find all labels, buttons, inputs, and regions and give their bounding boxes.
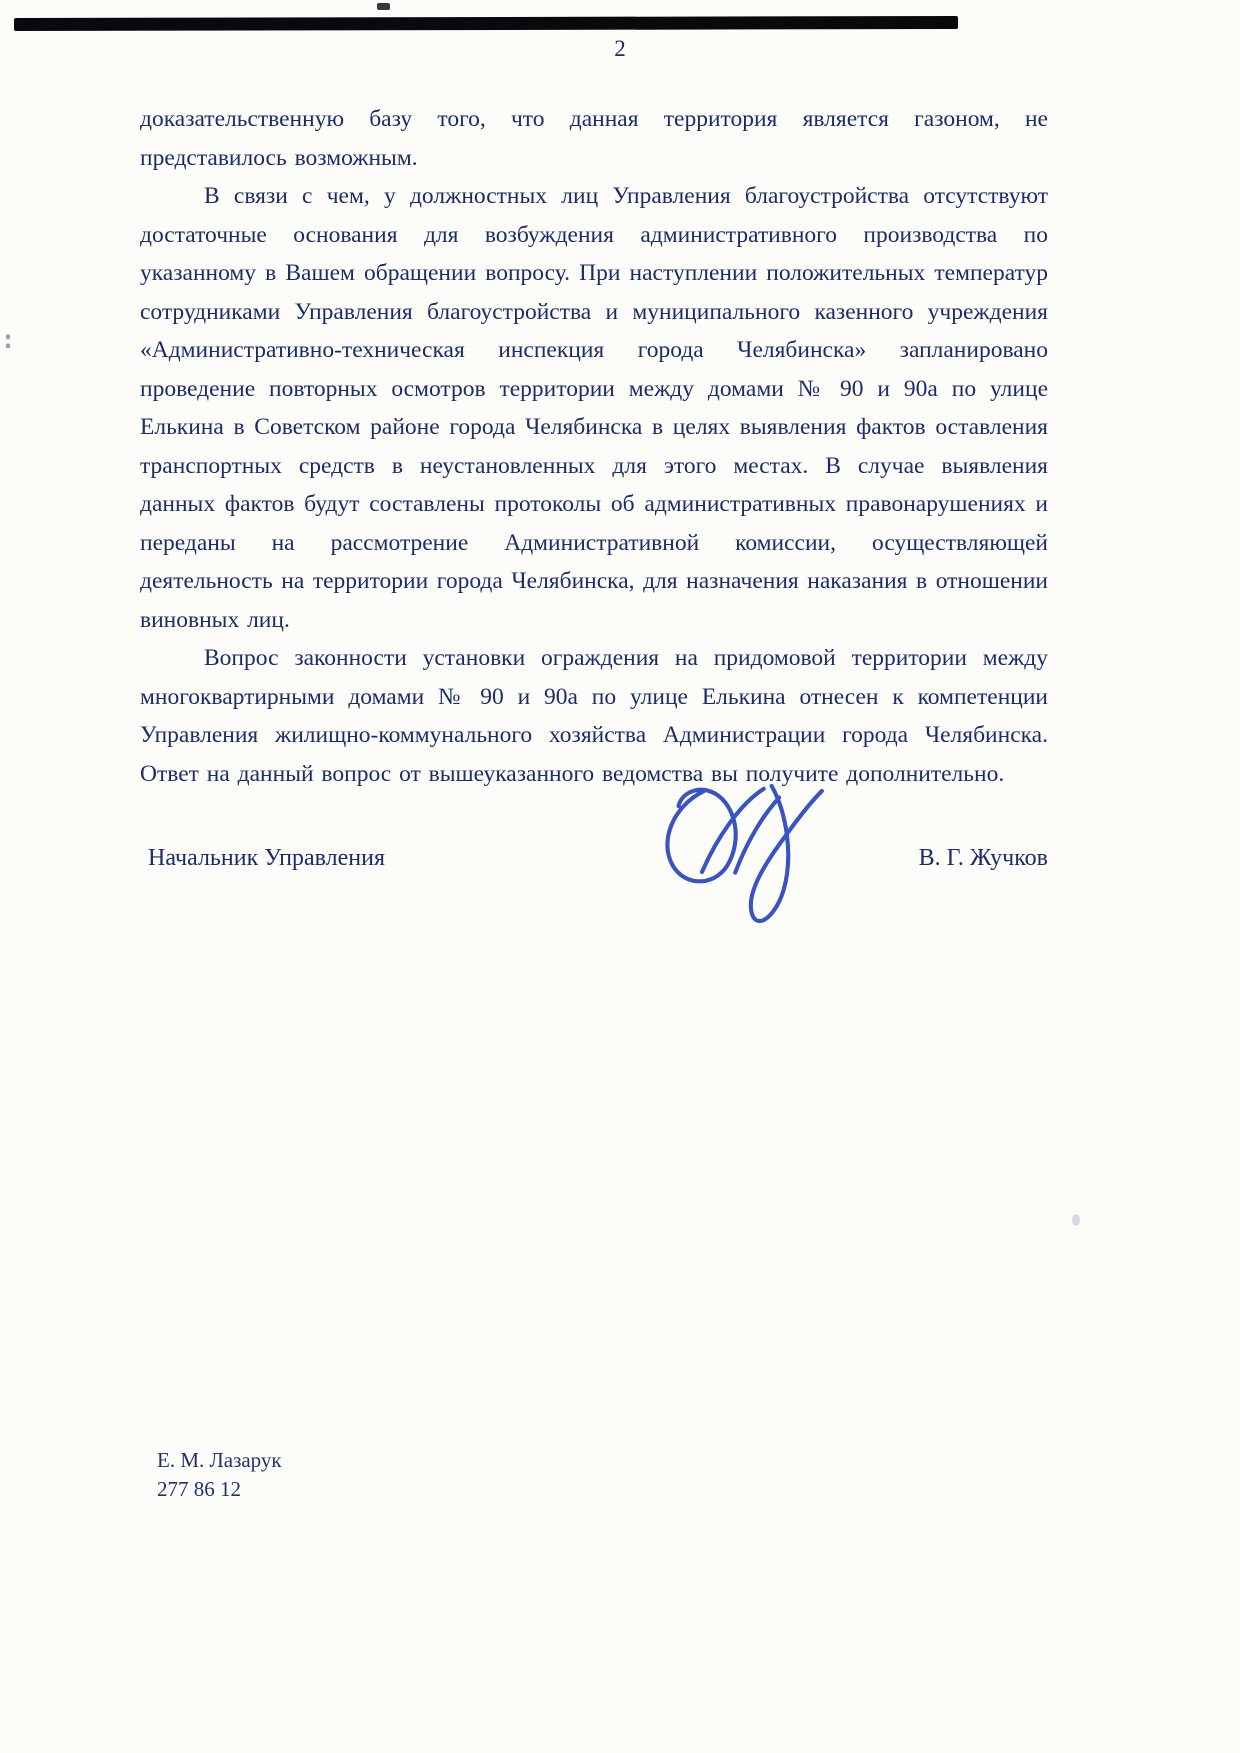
paragraph-closing: Вопрос законности установки ограждения на придомовой территории между многоквартирными домами № 90 и 90а по улице Елькина отнесен к компетенции Управления жилищно-коммунального хозяйства Администрации города Челябинска. Ответ на данный вопрос от вышеуказанного ведомства вы получите дополнительно. bbox=[140, 645, 1048, 787]
signature-block bbox=[148, 845, 1048, 872]
executor-name: Е. М. Лазарук bbox=[157, 1448, 282, 1472]
paragraph-continuation: доказательственную базу того, что данная территория является газоном, не представилось возможным. bbox=[140, 106, 1048, 171]
scan-artifact-top-bar bbox=[14, 16, 958, 31]
signatory-name: В. Г. Жучков bbox=[918, 845, 1048, 871]
letter-body bbox=[140, 100, 1048, 793]
scan-artifact-right-speck bbox=[1072, 1214, 1080, 1226]
handwritten-signature bbox=[636, 758, 863, 954]
executor-block bbox=[157, 1446, 282, 1504]
scan-artifact-left-speck bbox=[6, 334, 10, 348]
page-number: 2 bbox=[614, 36, 626, 61]
paragraph-main: В связи с чем, у должностных лиц Управления благоустройства отсутствуют достаточные основания для возбуждения административного производства по указанному в Вашем обращении вопросу. При наступлении положительных температур сотрудниками Управления благоустройства и муниципального казенного учреждения «Административно-техническая инспекция города Челябинска» запланировано проведение повторных осмотров территории между домами № 90 и 90а по улице Елькина в Советском районе города Челябинска в целях выявления фактов оставления транспортных средств в неустановленных для этого местах. В случае выявления данных фактов будут составлены протоколы об административных правонарушениях и переданы на рассмотрение Административной комиссии, осуществляющей деятельность на территории города Челябинска, для назначения наказания в отношении виновных лиц. bbox=[140, 183, 1048, 633]
scan-artifact-tick bbox=[377, 3, 390, 10]
signatory-position: Начальник Управления bbox=[148, 845, 385, 871]
executor-phone: 277 86 12 bbox=[157, 1477, 241, 1501]
